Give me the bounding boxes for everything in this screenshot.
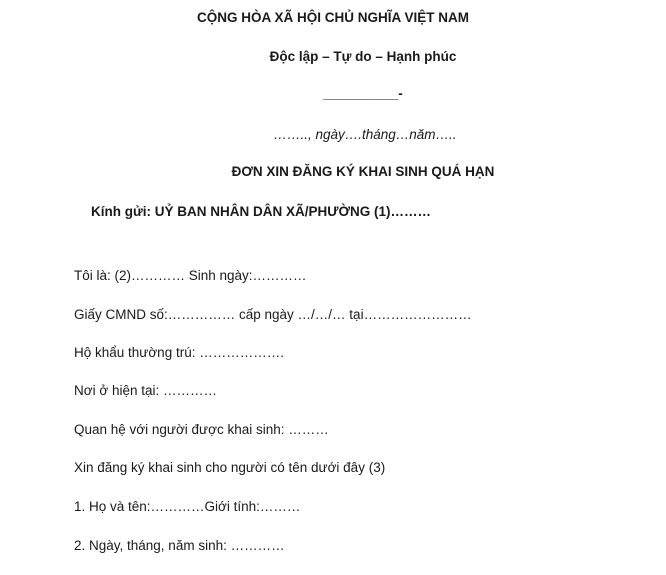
national-title: CỘNG HÒA XÃ HỘI CHỦ NGHĨA VIỆT NAM: [196, 10, 469, 25]
child-name-gender-line: 1. Họ và tên:…………Giới tính:………: [74, 499, 301, 514]
recipient-line: Kính gửi: UỶ BAN NHÂN DÂN XÃ/PHƯỜNG (1)………: [91, 204, 431, 219]
form-title: ĐƠN XIN ĐĂNG KÝ KHAI SINH QUÁ HẠN: [231, 164, 495, 179]
relationship-line: Quan hệ với người được khai sinh: ………: [74, 422, 329, 437]
child-birthdate-line: 2. Ngày, tháng, năm sinh: …………: [74, 538, 285, 553]
applicant-name-line: Tôi là: (2)………… Sinh ngày:…………: [74, 268, 307, 283]
request-statement-line: Xin đăng ký khai sinh cho người có tên dưới đây (3): [74, 460, 386, 475]
permanent-residence-line: Hộ khẩu thường trú: ……………….: [74, 345, 284, 360]
header-separator: __________-: [323, 86, 403, 101]
place-date-line: …….., ngày….tháng…năm…..: [273, 127, 457, 142]
current-address-line: Nơi ở hiện tại: …………: [74, 383, 217, 398]
id-card-line: Giấy CMND số:…………… cấp ngày …/…/… tại……………………: [74, 307, 472, 322]
national-motto: Độc lập – Tự do – Hạnh phúc: [269, 49, 457, 64]
